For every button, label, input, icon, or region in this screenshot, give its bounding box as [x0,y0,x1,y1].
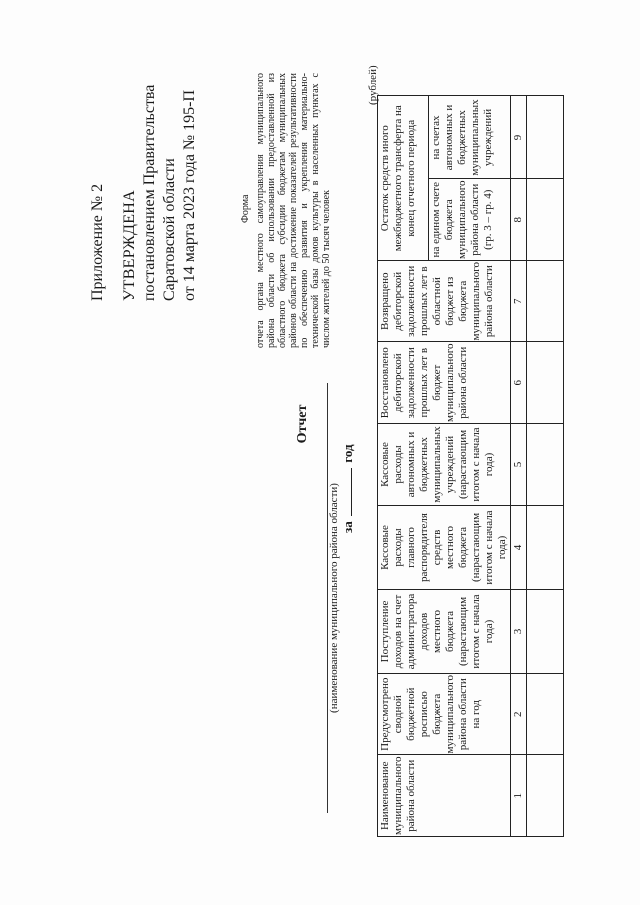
column-number-row [511,96,527,837]
header-cash-expenses-institutions: Кассовые расходы автономных и бюджетных муниципальных учреждений (нарастающим итогом с начала года) [378,423,511,505]
column-number: 2 [511,673,527,755]
column-number: 5 [511,423,527,505]
table-header-row-1 [378,96,429,837]
header-district-name: Наименование муниципального района области [378,755,511,837]
report-title: Отчет [295,404,310,444]
column-number: 9 [511,96,527,179]
header-planned: Предусмотрено сводной бюджетной росписью бюджета муниципального района области на год [378,673,511,755]
column-number: 3 [511,589,527,673]
approved-date: от 14 марта 2023 года № 195-П [181,89,198,301]
header-restored-debt: Восстановлено дебиторской задолженности прошлых лет в бюджет муниципального района области [378,342,511,424]
header-cash-expenses-main: Кассовые расходы главного распорядителя средств местного бюджета (нарастающим итогом с начала года) [378,505,511,589]
table-cell[interactable] [527,589,564,673]
period-prefix: за [340,521,355,533]
table-cell[interactable] [527,260,564,342]
table-cell[interactable] [527,673,564,755]
report-period [340,444,356,533]
form-label: Форма [240,194,251,223]
form-description: отчета органа местного самоуправления муниципального района области об использовании предоставленной из областного бюджета субсидии бюджетам муниципальных районов области на достижение показателей результативности по обеспечению развития и укрепления материально-технической базы домов культуры в населенных пунктах с числом жителей до 50 тысяч человек [255,73,332,348]
table-cell[interactable] [527,423,564,505]
approval-block [120,85,200,301]
column-number: 1 [511,755,527,837]
appendix-number: Приложение № 2 [89,183,106,301]
approved-by: постановлением Правительства [141,84,158,301]
header-returned-debt: Возвращено дебиторской задолженности прошлых лет в областной бюджет из бюджета муниципального района области [378,260,511,342]
table-cell[interactable] [527,179,564,261]
column-number: 8 [511,179,527,261]
period-year-blank [351,468,352,516]
table-cell[interactable] [527,96,564,179]
table-cell[interactable] [527,342,564,424]
column-number: 4 [511,505,527,589]
table-cell[interactable] [527,505,564,589]
units-label: (рублей) [367,65,379,105]
report-table [377,95,564,837]
header-institution-accounts: на счетах автономных и бюджетных муниципальных учреждений [428,96,510,179]
column-number: 6 [511,342,527,424]
approved-stamp: УТВЕРЖДЕНА [121,189,138,301]
header-revenue: Поступление доходов на счет администратора доходов местного бюджета (нарастающим итогом с начала года) [378,589,511,673]
period-suffix: год [340,444,355,463]
column-number: 7 [511,260,527,342]
approved-region: Саратовской области [161,158,178,301]
header-remaining-funds: Остаток средств иного межбюджетного трансферта на конец отчетного периода [378,96,429,261]
header-single-account: на едином счете бюджета муниципального района области (гр. 3 – гр. 4) [428,179,510,261]
table-cell[interactable] [527,755,564,837]
district-name-caption: (наименование муниципального района области) [328,483,340,713]
table-data-row [527,96,564,837]
